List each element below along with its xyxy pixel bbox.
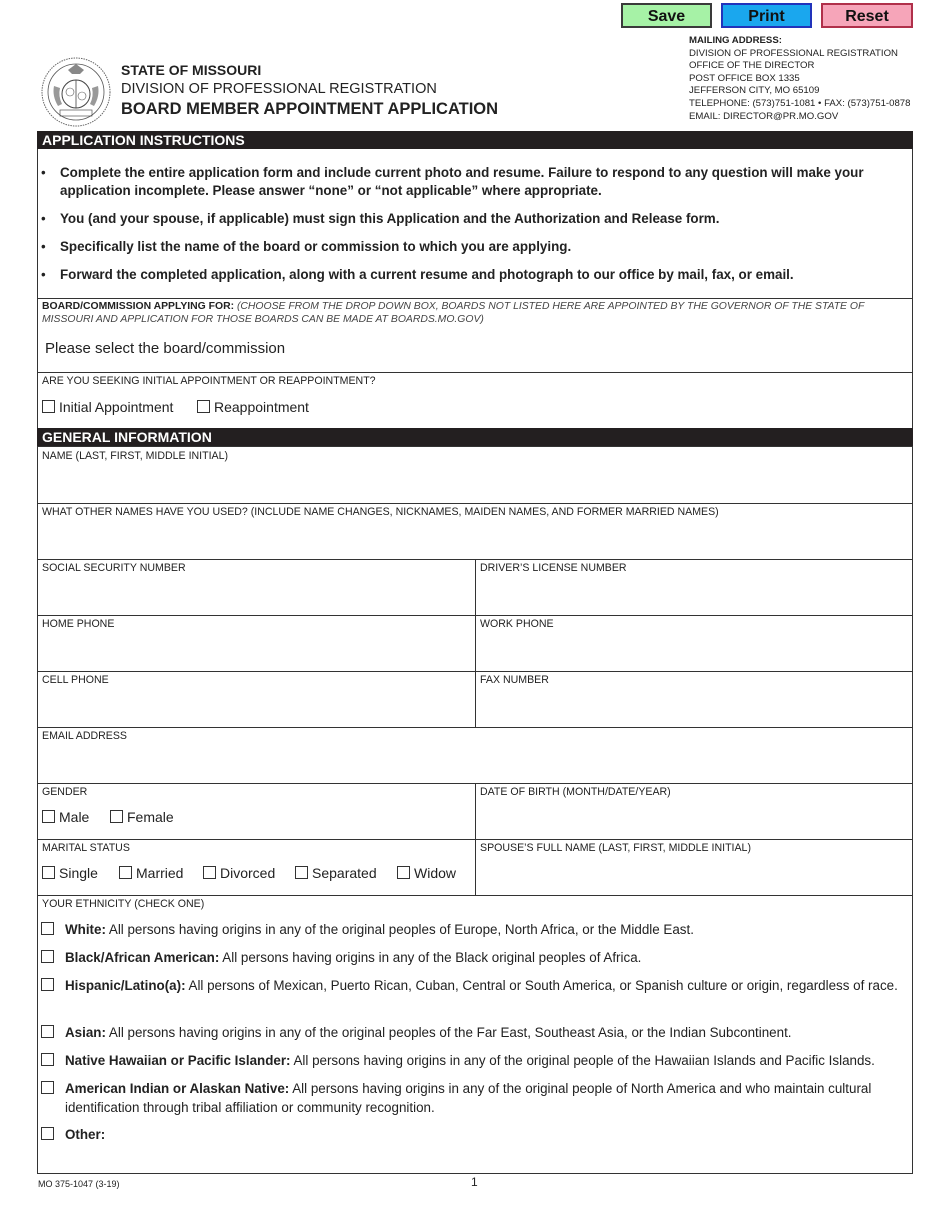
initial-appointment-option[interactable] (42, 399, 173, 415)
ethnicity-option-other[interactable] (41, 1125, 909, 1144)
reappointment-label: Reappointment (214, 399, 309, 415)
married-checkbox[interactable] (119, 866, 132, 879)
mailing-label: MAILING ADDRESS: (689, 35, 782, 46)
female-checkbox[interactable] (110, 810, 123, 823)
widow-label: Widow (414, 865, 457, 881)
ethnicity-checkbox[interactable] (41, 922, 54, 935)
widow-option[interactable] (397, 865, 456, 881)
widow-checkbox[interactable] (397, 866, 410, 879)
email-label: EMAIL ADDRESS (42, 730, 127, 742)
divorced-checkbox[interactable] (203, 866, 216, 879)
drivers-license-label: DRIVER’S LICENSE NUMBER (480, 562, 627, 574)
married-option[interactable] (119, 865, 183, 881)
male-option[interactable] (42, 809, 89, 825)
name-label: NAME (LAST, FIRST, MIDDLE INITIAL) (42, 450, 229, 462)
ethnicity-option-asian[interactable] (41, 1023, 909, 1042)
initial-appointment-label: Initial Appointment (59, 399, 174, 415)
marital-status-label: MARITAL STATUS (42, 842, 130, 854)
mailing-address (689, 35, 910, 123)
form-title: BOARD MEMBER APPOINTMENT APPLICATION (121, 100, 499, 118)
work-phone-label: WORK PHONE (480, 618, 554, 630)
board-select[interactable]: Please select the board/commission (45, 340, 286, 357)
divorced-label: Divorced (220, 865, 276, 881)
single-label: Single (59, 865, 98, 881)
separated-option[interactable] (295, 865, 377, 881)
instruction-text: Forward the completed application, along with a current resume and photograph to our office by mail, fax, or email. (60, 267, 794, 282)
ethnicity-option-hispanic[interactable] (41, 976, 909, 995)
female-option[interactable] (110, 809, 174, 825)
ethnicity-checkbox[interactable] (41, 1025, 54, 1038)
email-field[interactable] (37, 727, 913, 784)
ethnicity-name: White: (65, 922, 106, 937)
male-label: Male (59, 809, 90, 825)
initial-appointment-checkbox[interactable] (42, 400, 55, 413)
male-checkbox[interactable] (42, 810, 55, 823)
ethnicity-name: Hispanic/Latino(a): (65, 978, 186, 993)
dob-label: DATE OF BIRTH (MONTH/DATE/YEAR) (480, 786, 671, 798)
instruction-text: You (and your spouse, if applicable) must sign this Application and the Authorization and Release form. (60, 211, 720, 226)
board-label: BOARD/COMMISSION APPLYING FOR: (42, 301, 235, 312)
instruction-item (37, 164, 913, 200)
instruction-text: Complete the entire application form and include current photo and resume. Failure to respond to any question will make your application incomplete. Please answer “none” or “not applicable” where appropriate. (60, 165, 864, 198)
print-button[interactable]: Print (721, 3, 812, 28)
division-name: DIVISION OF PROFESSIONAL REGISTRATION (121, 81, 437, 97)
ethnicity-option-white[interactable] (41, 920, 909, 939)
ethnicity-checkbox[interactable] (41, 978, 54, 991)
missouri-seal-icon (40, 56, 112, 128)
ethnicity-checkbox[interactable] (41, 950, 54, 963)
bullet: • (41, 165, 46, 180)
bullet: • (41, 267, 46, 282)
other-names-label: WHAT OTHER NAMES HAVE YOU USED? (INCLUDE NAME CHANGES, NICKNAMES, MAIDEN NAMES, AND FORMER MARRIED NAMES) (42, 506, 719, 518)
single-checkbox[interactable] (42, 866, 55, 879)
bullet: • (41, 211, 46, 226)
ethnicity-desc: All persons having origins in any of the original peoples of the Far East, Southeast Asia, or the Indian Subcontinent. (105, 1025, 792, 1040)
bullet: • (41, 239, 46, 254)
ethnicity-option-hawaiian[interactable] (41, 1051, 909, 1070)
instruction-item (37, 266, 913, 284)
mailing-line: POST OFFICE BOX 1335 (689, 72, 800, 84)
ethnicity-name: American Indian or Alaskan Native: (65, 1081, 290, 1096)
ethnicity-desc: All persons having origins in any of the original people of the Hawaiian Islands and Pacific Islands. (290, 1053, 875, 1068)
separated-checkbox[interactable] (295, 866, 308, 879)
spouse-name-label: SPOUSE’S FULL NAME (LAST, FIRST, MIDDLE INITIAL) (480, 842, 751, 854)
instruction-item (37, 210, 913, 228)
ethnicity-name: Asian: (65, 1025, 106, 1040)
ethnicity-desc: All persons having origins in any of the Black original peoples of Africa. (219, 950, 642, 965)
ethnicity-name: Other: (65, 1127, 106, 1142)
instruction-item (37, 238, 913, 256)
ethnicity-name: Native Hawaiian or Pacific Islander: (65, 1053, 291, 1068)
divorced-option[interactable] (203, 865, 275, 881)
home-phone-label: HOME PHONE (42, 618, 115, 630)
ethnicity-desc: All persons of Mexican, Puerto Rican, Cuban, Central or South America, or Spanish culture or origin, regardless of race. (185, 978, 898, 993)
gender-section (37, 783, 476, 840)
board-note: (CHOOSE FROM THE DROP DOWN BOX, BOARDS NOT LISTED HERE ARE APPOINTED BY THE GOVERNOR OF THE STATE OF MISSOURI AND APPLICATION FOR THOSE BOARDS CAN BE MADE AT BOARDS.MO.GOV) (42, 301, 865, 325)
ethnicity-desc: All persons having origins in any of the original people of North America and who maintain cultural identification through tribal affiliation or community recognition. (65, 1081, 872, 1115)
ethnicity-desc: All persons having origins in any of the original peoples of Europe, North Africa, or the Middle East. (105, 922, 694, 937)
mailing-line: OFFICE OF THE DIRECTOR (689, 60, 815, 72)
gender-label: GENDER (42, 786, 88, 798)
reappointment-checkbox[interactable] (197, 400, 210, 413)
ethnicity-checkbox[interactable] (41, 1053, 54, 1066)
single-option[interactable] (42, 865, 98, 881)
ethnicity-option-american-indian[interactable] (41, 1079, 909, 1117)
fax-number-label: FAX NUMBER (480, 674, 549, 686)
married-label: Married (136, 865, 184, 881)
separated-label: Separated (312, 865, 377, 881)
mailing-line: JEFFERSON CITY, MO 65109 (689, 85, 820, 97)
mailing-line: DIVISION OF PROFESSIONAL REGISTRATION (689, 47, 898, 59)
mailing-phone: TELEPHONE: (573)751-1081 • FAX: (573)751-0878 (689, 97, 911, 109)
female-label: Female (127, 809, 174, 825)
ethnicity-option-black[interactable] (41, 948, 909, 967)
save-button[interactable]: Save (621, 3, 712, 28)
mailing-email: EMAIL: DIRECTOR@PR.MO.GOV (689, 110, 839, 122)
appointment-label: ARE YOU SEEKING INITIAL APPOINTMENT OR REAPPOINTMENT? (42, 375, 376, 387)
reappointment-option[interactable] (197, 399, 309, 415)
ethnicity-checkbox[interactable] (41, 1081, 54, 1094)
instructions-header: APPLICATION INSTRUCTIONS (37, 131, 913, 149)
form-id: MO 375-1047 (3-19) (38, 1179, 120, 1189)
instruction-text: Specifically list the name of the board or commission to which you are applying. (60, 239, 572, 254)
ethnicity-name: Black/African American: (65, 950, 220, 965)
ethnicity-label: YOUR ETHNICITY (CHECK ONE) (42, 898, 205, 910)
ssn-label: SOCIAL SECURITY NUMBER (42, 562, 186, 574)
page-number: 1 (471, 1175, 478, 1189)
board-label-block (42, 300, 908, 326)
reset-button[interactable]: Reset (821, 3, 913, 28)
general-info-header: GENERAL INFORMATION (37, 428, 913, 446)
cell-phone-label: CELL PHONE (42, 674, 109, 686)
ethnicity-checkbox[interactable] (41, 1127, 54, 1140)
state-name: STATE OF MISSOURI (121, 62, 262, 78)
